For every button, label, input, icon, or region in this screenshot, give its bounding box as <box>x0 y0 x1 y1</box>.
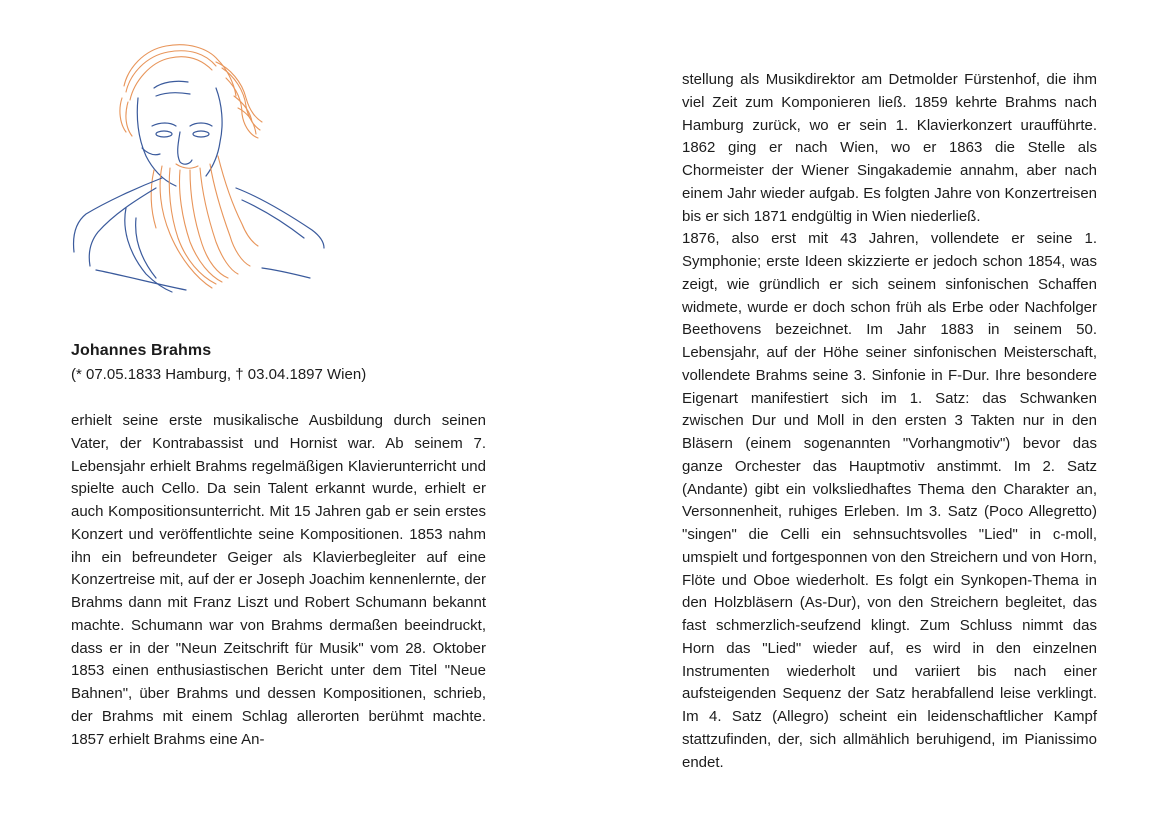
biography-paragraph-continued: stellung als Musikdirektor am Detmolder Fürstenhof, die ihm viel Zeit zum Komponieren ließ. 1859 kehrte Brahms nach Hamburg zurück, wo er sein 1. Klavierkonzert uraufführte. 1862 ging er nach Wien, wo er 1863 die Stelle als Chormeister der Wiener Singakademie annahm, aber nach einem Jahr wieder aufgab. Es folgten Jahre von Konzertreisen bis er sich 1871 endgültig in Wien niederließ. <box>682 71 1097 225</box>
brahms-portrait-illustration <box>66 38 328 296</box>
symphony-paragraph: 1876, also erst mit 43 Jahren, vollendete er seine 1. Symphonie; erste Ideen skizzierte er jedoch schon 1854, was zeigt, wie gründlich er sich seinem sinfonischen Schaffen widmete, wurde er doch schon früh als Erbe oder Nachfolger Beethovens bezeichnet. Im Jahr 1883 in seinem 50. Lebensjahr, auf der Höhe seiner sinfonischen Meisterschaft, vollendete Brahms seine 3. Sinfonie in F-Dur. Ihre besondere Eigenart manifestiert sich im 1. Satz: das Schwanken zwischen Dur und Moll in den ersten 3 Takten nur in den Bläsern (einem sogenannten "Vorhangmotiv") bevor das ganze Orchester das Hauptmotiv anstimmt. Im 2. Satz (Andante) gibt ein volksliedhaftes Thema den Charakter an, Versonnenheit, ruhiges Erleben. Im 3. Satz (Poco Allegretto) "singen" die Celli ein sehnsuchtsvolles "Lied" in c-moll, umspielt und fortgesponnen von den Streichern und von Horn, Flöte und Oboe wiederholt. Es folgt ein Synkopen-Thema in den Holzbläsern (As-Dur), von den Streichern begleitet, das fast schmerzlich-seufzend klingt. Zum Schluss nimmt das Horn das "Lied" wieder auf, es wird in den einzelnen Instrumenten wiederholt und variiert bis nach einer aufsteigenden Sequenz der Satz herabfallend leise verklingt. Im 4. Satz (Allegro) scheint ein leidenschaftlicher Kampf stattzufinden, der, sich allmählich beruhigend, im Pianissimo endet. <box>682 230 1097 771</box>
right-text-column <box>682 69 1097 774</box>
composer-life-dates: (* 07.05.1833 Hamburg, † 03.04.1897 Wien) <box>71 366 367 383</box>
right-page <box>583 0 1166 827</box>
left-text-column <box>71 410 486 751</box>
biography-paragraph: erhielt seine erste musikalische Ausbildung durch seinen Vater, der Kontrabassist und Hornist war. Ab seinem 7. Lebensjahr erhielt Brahms regelmäßigen Klavierunterricht und spielte auch Cello. Da sein Talent erkannt wurde, erhielt er auch Kompositionsunterricht. Mit 15 Jahren gab er sein erstes Konzert und veröffentlichte seine Kompositionen. 1853 nahm ihn ein befreundeter Geiger als Klavierbegleiter auf eine Konzertreise mit, auf der er Joseph Joachim kennenlernte, der Brahms dann mit Franz Liszt und Robert Schumann bekannt machte. Schumann war von Brahms dermaßen beeindruckt, dass er in der "Neun Zeitschrift für Musik" vom 28. Oktober 1853 einen enthusiastischen Bericht unter dem Titel "Neue Bahnen", über Brahms und dessen Kompositionen, schrieb, der Brahms mit einem Schlag allerorten berühmt machte. 1857 erhielt Brahms eine An- <box>71 412 486 748</box>
composer-name: Johannes Brahms <box>71 342 212 359</box>
